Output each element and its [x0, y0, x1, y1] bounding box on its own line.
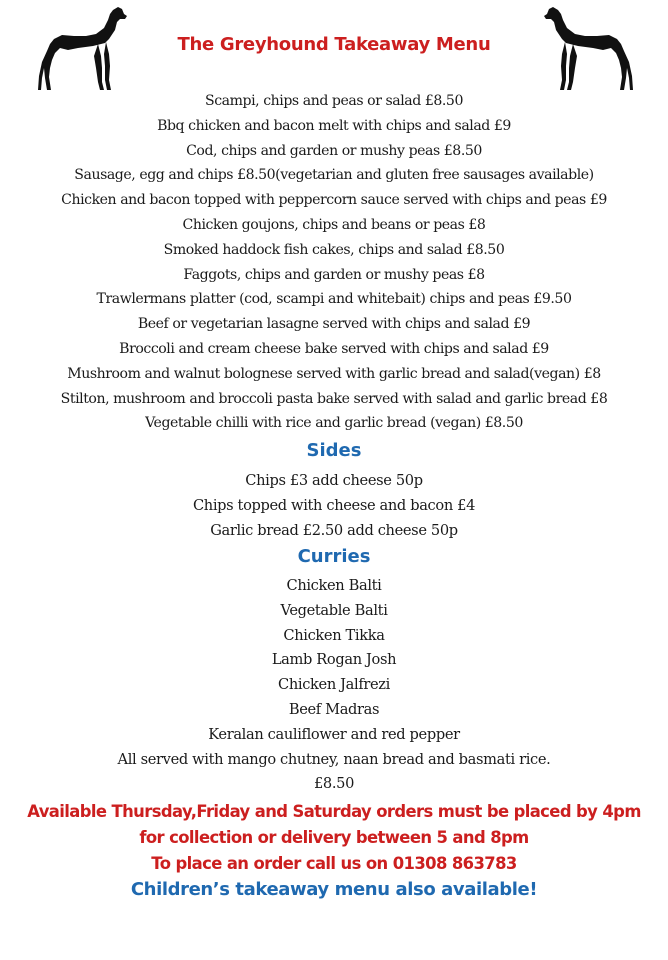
menu-item: Lamb Rogan Josh: [271, 651, 397, 669]
phone-text: To place an order call us on 01308 863783: [151, 854, 517, 873]
menu-item: Chips topped with cheese and bacon £4: [192, 496, 476, 514]
menu-item: Beef Madras: [288, 700, 380, 718]
menu-item: Chips £3 add cheese 50p: [245, 472, 423, 489]
availability-text: Available Thursday,Friday and Saturday orders must be placed by 4pm: [27, 802, 641, 821]
curries-list: [0, 574, 668, 797]
sides-list: [0, 469, 668, 543]
order-notice: [0, 799, 668, 903]
childrens-menu-text: Children’s takeaway menu also available!: [130, 879, 538, 900]
menu-item: Stilton, mushroom and broccoli pasta bake served with salad and garlic bread £8: [60, 390, 608, 407]
sides-heading: Sides: [306, 440, 362, 461]
menu-item: Cod, chips and garden or mushy peas £8.50: [186, 142, 482, 159]
menu-item: Chicken Balti: [286, 577, 382, 594]
menu-item: Broccoli and cream cheese bake served with chips and salad £9: [119, 340, 549, 357]
menu-item: Beef or vegetarian lasagne served with chips and salad £9: [137, 316, 531, 333]
menu-item: Chicken goujons, chips and beans or peas £8: [182, 216, 486, 233]
menu-item: Scampi, chips and peas or salad £8.50: [205, 93, 463, 109]
menu-item: Mushroom and walnut bolognese served with garlic bread and salad(vegan) £8: [67, 365, 601, 382]
menu-item: Chicken Jalfrezi: [278, 676, 390, 694]
menu-item: Faggots, chips and garden or mushy peas £8: [183, 266, 485, 283]
menu-item: Trawlermans platter (cod, scampi and whitebait) chips and peas £9.50: [96, 291, 572, 308]
menu-item: Garlic bread £2.50 add cheese 50p: [210, 521, 458, 539]
mains-list: [0, 89, 668, 436]
menu-item: Vegetable chilli with rice and garlic bread (vegan) £8.50: [145, 415, 523, 432]
collection-text: for collection or delivery between 5 and 8pm: [139, 828, 529, 847]
menu-title: The Greyhound Takeaway Menu: [177, 34, 491, 55]
menu-item: All served with mango chutney, naan bread and basmati rice.: [117, 750, 551, 768]
menu-item: Bbq chicken and bacon melt with chips and salad £9: [157, 117, 511, 134]
menu-item: Chicken and bacon topped with peppercorn sauce served with chips and peas £9: [61, 192, 607, 209]
menu-item: £8.50: [313, 775, 355, 793]
curries-heading: Curries: [297, 546, 371, 567]
menu-item: Smoked haddock fish cakes, chips and salad £8.50: [163, 241, 505, 258]
menu-item: Keralan cauliflower and red pepper: [208, 725, 460, 743]
menu-item: Sausage, egg and chips £8.50(vegetarian and gluten free sausages available): [74, 167, 594, 184]
menu-item: Vegetable Balti: [280, 601, 388, 619]
menu-item: Chicken Tikka: [283, 626, 385, 644]
